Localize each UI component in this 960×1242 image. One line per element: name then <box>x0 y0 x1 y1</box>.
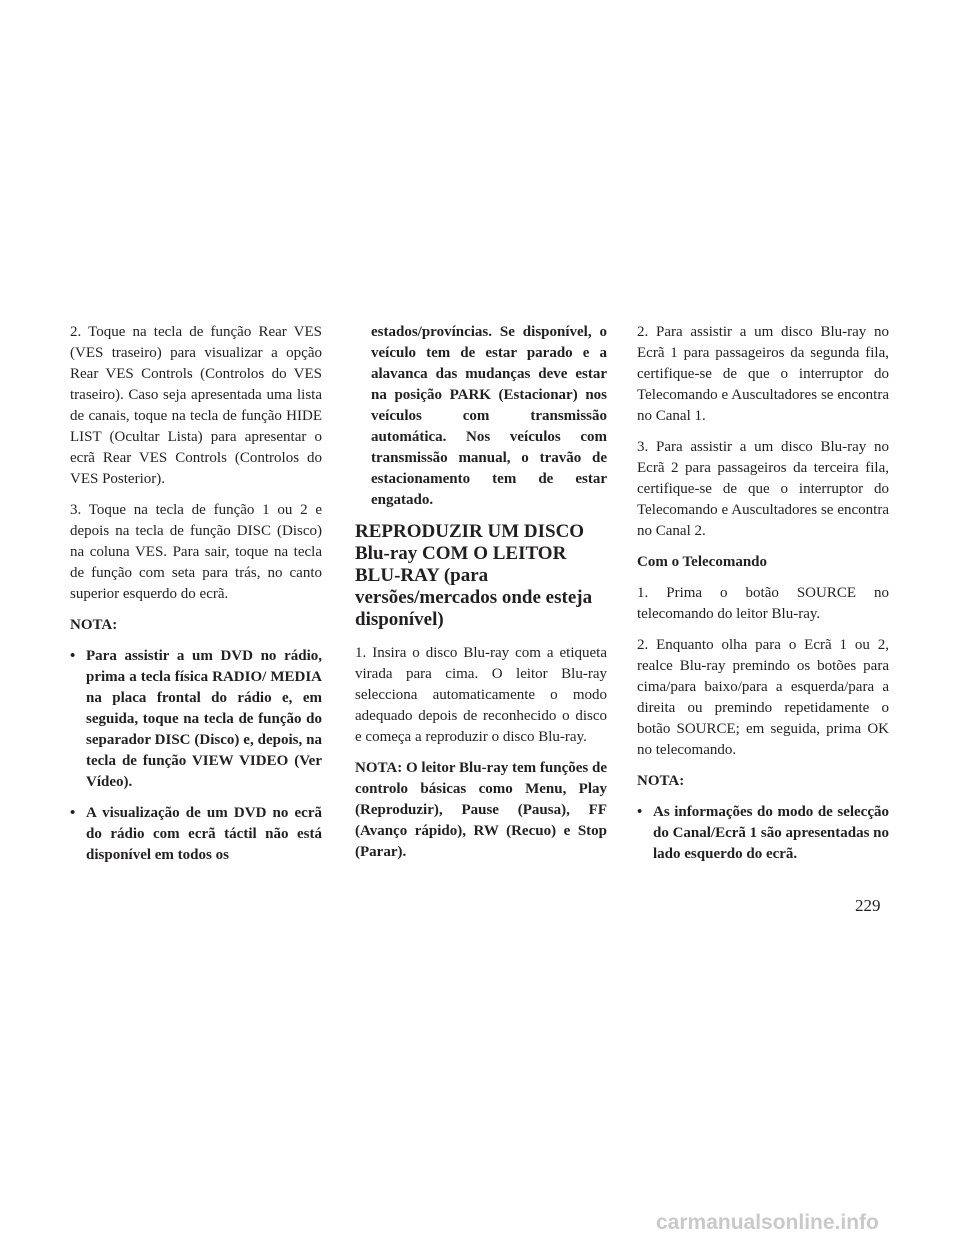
page-number: 229 <box>855 896 881 915</box>
bullet-icon: • <box>637 804 643 820</box>
note-bullet-item <box>70 803 322 866</box>
bullet-icon: • <box>70 648 76 664</box>
note-bullet-continuation: estados/províncias. Se disponível, o veículo tem de estar parado e a alavanca das mudanças deve estar na posição PARK (Estacionar) nos veículos com transmissão automática. Nos veículos com transmissão manual, o travão de estacionamento tem de estar engatado. <box>371 324 607 508</box>
note-bullet-text: A visualização de um DVD no ecrã do rádio com ecrã táctil não está disponível em todos os <box>86 805 322 863</box>
note-bullet-item <box>70 646 322 793</box>
paragraph-step-3: 3. Toque na tecla de função 1 ou 2 e depois na tecla de função DISC (Disco) na coluna VES. Para sair, toque na tecla de função com seta para trás, no canto superior esquerdo do ecrã. <box>70 502 322 602</box>
subheading: Com o Telecomando <box>637 554 768 570</box>
note-list <box>637 802 889 865</box>
paragraph-remote-step-1: 1. Prima o botão SOURCE no telecomando do leitor Blu-ray. <box>637 585 889 622</box>
text-column-3 <box>637 322 889 875</box>
paragraph-step-2: 2. Para assistir a um disco Blu-ray no Ecrã 1 para passageiros da segunda fila, certifique-se de que o interruptor do Telecomando e Auscultadores se encontra no Canal 1. <box>637 324 889 424</box>
paragraph-step-1: 1. Insira o disco Blu-ray com a etiqueta virada para cima. O leitor Blu-ray selecciona automaticamente o modo adequado depois de reconhecido o disco e começa a reproduzir o disco Blu-ray. <box>355 645 607 745</box>
note-bullet-item <box>637 802 889 865</box>
note-label: NOTA: <box>637 773 685 789</box>
note-label: NOTA: <box>70 617 118 633</box>
paragraph-remote-step-2: 2. Enquanto olha para o Ecrã 1 ou 2, realce Blu-ray premindo os botões para cima/para baixo/para a esquerda/para a direita ou premindo repetidamente o botão SOURCE; em seguida, prima OK no telecomando. <box>637 637 889 758</box>
watermark: carmanualsonline.info <box>656 1211 879 1234</box>
section-heading: REPRODUZIR UM DISCO Blu-ray COM O LEITOR BLU-RAY (para versões/mercados onde esteja disponível) <box>355 521 593 630</box>
paragraph-step-2: 2. Toque na tecla de função Rear VES (VES traseiro) para visualizar a opção Rear VES Controls (Controlos do VES traseiro). Caso seja apresentada uma lista de canais, toque na tecla de função HIDE LIST (Ocultar Lista) para apresentar o ecrã Rear VES Controls (Controlos do VES Posterior). <box>70 324 322 487</box>
bullet-icon: • <box>70 805 76 821</box>
text-column-1 <box>70 322 322 876</box>
note-bullet-text: Para assistir a um DVD no rádio, prima a tecla física RADIO/ MEDIA na placa frontal do rádio e, em seguida, toque na tecla de função do separador DISC (Disco) e, depois, na tecla de função VIEW VIDEO (Ver Vídeo). <box>86 648 322 790</box>
note-list <box>70 646 322 866</box>
note-bullet-text: As informações do modo de selecção do Canal/Ecrã 1 são apresentadas no lado esquerdo do ecrã. <box>653 804 890 862</box>
text-column-2 <box>355 322 607 873</box>
paragraph-step-3: 3. Para assistir a um disco Blu-ray no Ecrã 2 para passageiros da terceira fila, certifique-se de que o interruptor do Telecomando e Auscultadores se encontra no Canal 2. <box>637 439 889 539</box>
note-paragraph: NOTA: O leitor Blu-ray tem funções de controlo básicas como Menu, Play (Reproduzir), Pause (Pausa), FF (Avanço rápido), RW (Recuo) e Stop (Parar). <box>355 760 607 860</box>
